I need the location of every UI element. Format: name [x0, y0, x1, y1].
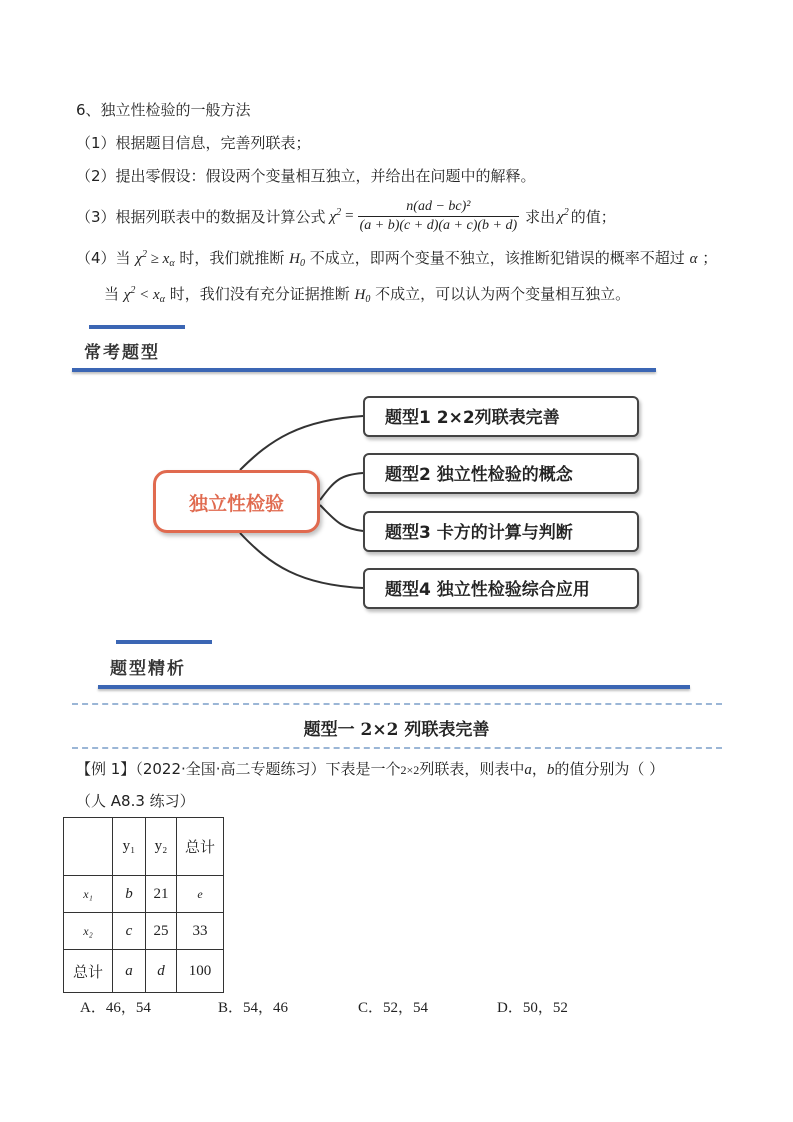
- mindmap-item-2: 题型2 独立性检验的概念: [363, 453, 639, 494]
- table-cell: c: [113, 913, 146, 950]
- mindmap-item-3: 题型3 卡方的计算与判断: [363, 511, 639, 552]
- alpha-symbol: α: [689, 251, 698, 267]
- table-header-row: [64, 818, 224, 876]
- table-cell: 33: [177, 913, 224, 950]
- section-2-accent-bar: [116, 640, 212, 644]
- table-cell: d: [146, 950, 177, 993]
- table-cell: 25: [146, 913, 177, 950]
- table-header-cell: [64, 818, 113, 876]
- h0-symbol-2: $H_0$: [354, 287, 371, 305]
- formula-denominator: (a + b)(c + d)(a + c)(b + d): [359, 217, 518, 233]
- topic-title: 题型一 2×2 列联表完善: [303, 720, 490, 740]
- step-4-a: 时，我们就推断: [179, 249, 285, 267]
- table-cell: b: [113, 876, 146, 913]
- example-text-2: 列联表，则表中: [419, 760, 525, 778]
- table-row: [64, 950, 224, 993]
- table-kind: 2×2: [400, 763, 420, 777]
- method-heading: 6、独立性检验的一般方法: [76, 101, 251, 119]
- example-text-4: 的值分别为（ ）: [554, 760, 665, 778]
- step-3-suffix: 求出: [525, 207, 556, 226]
- topic-divider-bottom: [72, 747, 722, 749]
- example-text-3: ，: [531, 760, 547, 778]
- formula-numerator: n(ad − bc)²: [358, 198, 520, 217]
- table-row: [64, 913, 224, 950]
- example-label: 【例 1】: [76, 760, 136, 778]
- table-cell: x₁: [64, 876, 113, 913]
- method-step-1: （1）根据题目信息，完善列联表；: [76, 134, 311, 152]
- option-c: C．52，54: [358, 1000, 429, 1016]
- step-4-b: 不成立，即两个变量不独立，该推断犯错误的概率不超过: [309, 249, 685, 267]
- mindmap-item-1: 题型1 2×2列联表完善: [363, 396, 639, 437]
- table-header-cell: y₂: [146, 818, 177, 876]
- step-4b-prefix: 当: [104, 285, 120, 303]
- chi-square-symbol-2: $\chi^2$: [557, 206, 569, 225]
- section-2-title: 题型精析: [110, 659, 186, 679]
- section-1-title: 常考题型: [84, 343, 160, 363]
- table-cell: 100: [177, 950, 224, 993]
- example-question: [76, 758, 664, 779]
- table-cell: a: [113, 950, 146, 993]
- topic-divider-top: [72, 703, 722, 705]
- step-4-end: ；: [702, 249, 718, 267]
- step-4b-b: 不成立，可以认为两个变量相互独立。: [375, 285, 631, 303]
- step-4b-a: 时，我们没有充分证据推断: [169, 285, 350, 303]
- example-source: （人 A8.3 练习）: [76, 792, 195, 810]
- chi-lt-x-alpha: $\chi^2 < x_\alpha$: [123, 285, 165, 305]
- chi-square-symbol: $\chi^2$: [329, 206, 342, 225]
- table-header-cell: y₁: [113, 818, 146, 876]
- h0-symbol: $H_0$: [289, 251, 305, 269]
- table-cell: 21: [146, 876, 177, 913]
- table-cell: e: [177, 876, 224, 913]
- step-4-prefix: （4）当: [76, 249, 131, 267]
- var-a: a: [524, 762, 532, 778]
- chi-ge-x-alpha: $\chi^2 \ge x_\alpha$: [135, 249, 175, 269]
- example-text: （2022·全国·高二专题练习）下表是一个: [135, 760, 401, 778]
- var-b: b: [546, 762, 555, 778]
- step-3-end: 的值；: [570, 207, 616, 226]
- equals-sign: =: [345, 207, 354, 224]
- method-step-2: （2）提出零假设：假设两个变量相互独立，并给出在问题中的解释。: [76, 167, 536, 185]
- option-b: B．54，46: [218, 1000, 289, 1016]
- contingency-table: [63, 817, 224, 993]
- option-a: A．46，54: [80, 1000, 151, 1016]
- table-cell: 总计: [64, 950, 113, 993]
- mindmap-center-node: 独立性检验: [153, 470, 320, 533]
- mindmap-item-4: 题型4 独立性检验综合应用: [363, 568, 639, 609]
- table-cell: x₂: [64, 913, 113, 950]
- table-header-cell: 总计: [177, 818, 224, 876]
- table-row: [64, 876, 224, 913]
- option-d: D．50，52: [497, 1000, 568, 1016]
- step-3-prefix: （3）根据列联表中的数据及计算公式: [76, 207, 326, 226]
- section-2-underline: [98, 685, 690, 689]
